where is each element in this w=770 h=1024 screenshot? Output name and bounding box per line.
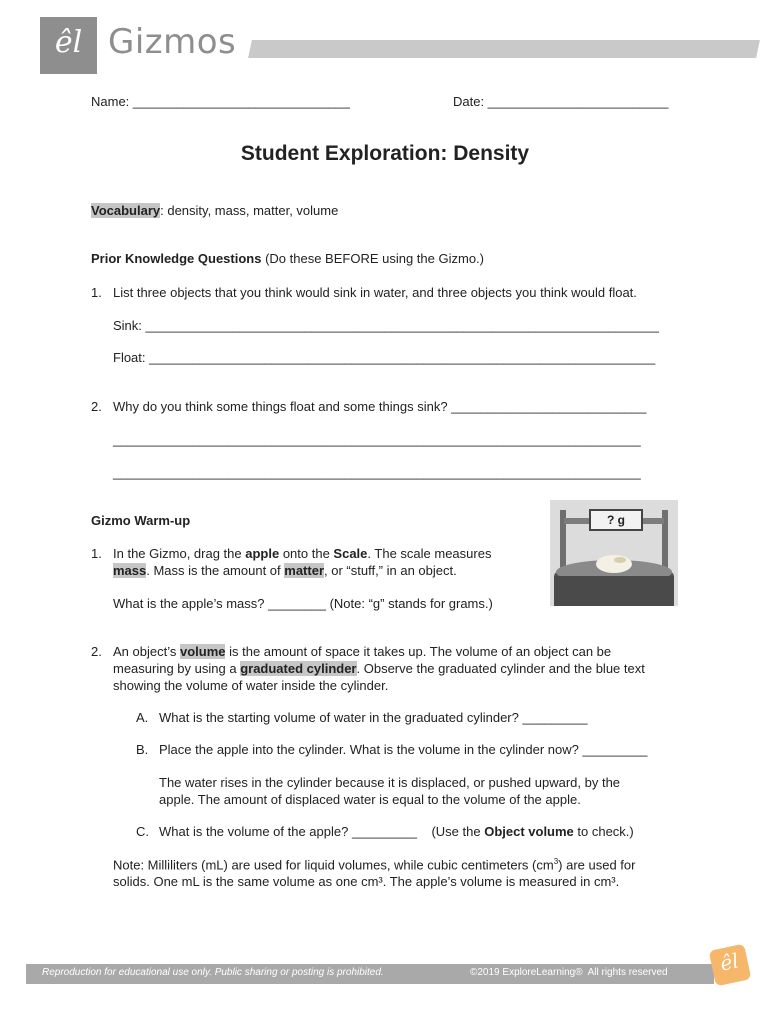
mass-term: mass: [113, 563, 147, 578]
name-field: Name: ______________________________: [91, 94, 350, 109]
footer-disclaimer: Reproduction for educational use only. Public sharing or posting is prohibited.: [42, 967, 384, 978]
prior-knowledge-heading: [91, 251, 484, 266]
text: . The scale measures: [367, 546, 492, 561]
question-a-label: A.: [136, 710, 149, 725]
text: Note: Milliliters (mL) are used for liquid volumes, while cubic centimeters (cm: [113, 857, 554, 873]
text: . Observe the graduated cylinder and the blue text: [356, 661, 645, 676]
explorelearning-logo: [40, 17, 97, 74]
sink-answer-line: Sink: _______________________________________________________________________: [113, 318, 659, 333]
warmup-q2-line2: [113, 661, 645, 676]
text: to check.): [573, 824, 634, 839]
brand-name: Gizmos: [108, 22, 237, 62]
footer-copyright: ©2019 ExploreLearning® All rights reserved: [470, 967, 668, 978]
warmup-q1-line2: [113, 563, 457, 578]
scale-image: [550, 500, 678, 606]
footer-logo: [709, 944, 752, 987]
vocabulary-terms: : density, mass, matter, volume: [160, 203, 339, 218]
warmup-q1-line1: [113, 546, 491, 561]
date-field: Date: _________________________: [453, 94, 669, 109]
text: , or “stuff,” in an object.: [324, 563, 457, 578]
warmup-q2-line1: [113, 644, 611, 659]
superscript: 3: [553, 857, 559, 866]
apple-term: apple: [245, 546, 280, 561]
text: An object’s: [113, 644, 180, 659]
warmup-heading: Gizmo Warm-up: [91, 513, 191, 528]
question-b-note-line2: apple. The amount of displaced water is equal to the volume of the apple.: [159, 792, 581, 807]
warmup-q1-number: 1.: [91, 546, 102, 561]
float-answer-line: Float: ______________________________________________________________________: [113, 350, 656, 365]
question-c-text: [159, 824, 634, 839]
volume-term: volume: [179, 644, 226, 659]
question-c-label: C.: [136, 824, 149, 839]
text: measuring by using a: [113, 661, 241, 676]
question-a-text: What is the starting volume of water in the graduated cylinder? _________: [159, 710, 588, 725]
text: onto the: [279, 546, 334, 561]
units-note-line1: [113, 857, 635, 872]
prior-q2-text: Why do you think some things float and some things sink? ___________________________: [113, 399, 647, 414]
text: ) are used for: [558, 857, 636, 873]
prior-q1-number: 1.: [91, 285, 102, 300]
question-b-label: B.: [136, 742, 149, 757]
prior-heading-text: Prior Knowledge Questions: [91, 251, 262, 266]
page-title: Student Exploration: Density: [240, 142, 530, 165]
scale-readout: ? g: [607, 513, 625, 527]
footer-logo-mark: êl: [717, 948, 741, 976]
text: . Mass is the amount of: [146, 563, 285, 578]
vocabulary-line: [91, 203, 338, 218]
text: In the Gizmo, drag the: [113, 546, 246, 561]
text: What is the volume of the apple? _________ (Use the: [159, 824, 485, 839]
scale-term: Scale: [333, 546, 368, 561]
q2-answer-line-2: _________________________________________________________________________: [113, 465, 641, 480]
prior-q1-text: List three objects that you think would sink in water, and three objects you think would float.: [113, 285, 637, 300]
question-b-note-line1: The water rises in the cylinder because it is displaced, or pushed upward, by the: [159, 775, 621, 790]
logo-mark: êl: [54, 25, 83, 60]
text: is the amount of space it takes up. The volume of an object can be: [225, 644, 612, 659]
question-b-text: Place the apple into the cylinder. What is the volume in the cylinder now? _________: [159, 742, 648, 757]
warmup-q2-number: 2.: [91, 644, 102, 659]
units-note-line2: solids. One mL is the same volume as one cm³. The apple’s volume is measured in cm³.: [113, 874, 620, 889]
prior-heading-note: (Do these BEFORE using the Gizmo.): [261, 251, 484, 266]
warmup-q2-line3: showing the volume of water inside the cylinder.: [113, 678, 389, 693]
graduated-cylinder-term: graduated cylinder: [240, 661, 357, 676]
q2-answer-line-1: _________________________________________________________________________: [113, 432, 641, 447]
prior-q2-number: 2.: [91, 399, 102, 414]
apple-mass-question: What is the apple’s mass? ________ (Note: “g” stands for grams.): [113, 596, 493, 611]
vocabulary-label: Vocabulary: [91, 203, 161, 218]
header-decor-bar: [248, 40, 760, 58]
matter-term: matter: [284, 563, 325, 578]
object-volume-term: Object volume: [484, 824, 574, 839]
